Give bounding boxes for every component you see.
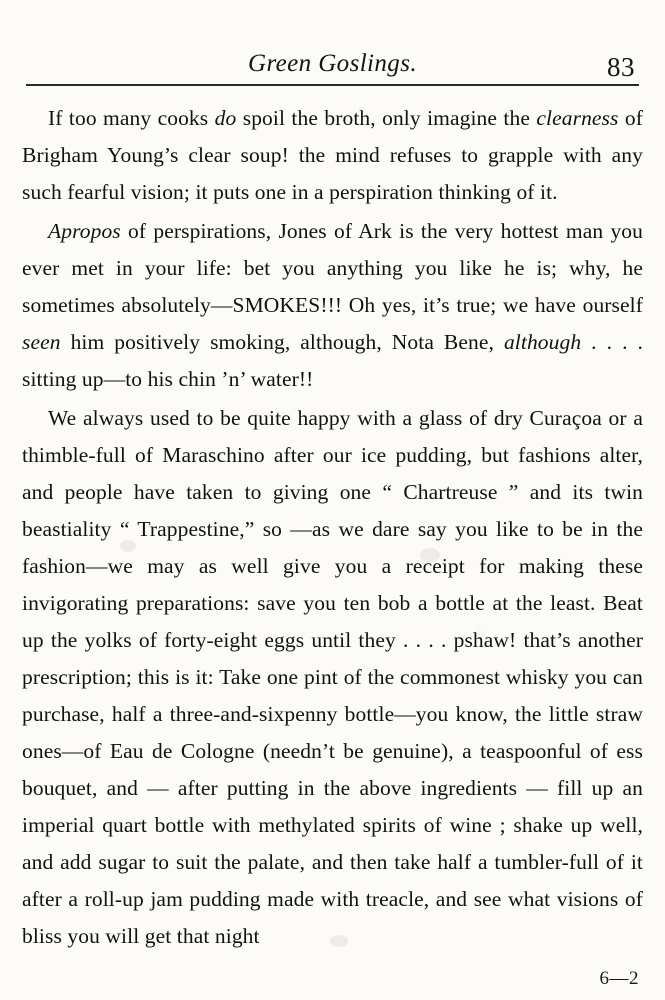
italic-run: clearness bbox=[536, 106, 619, 130]
running-title: Green Goslings. bbox=[248, 50, 417, 77]
italic-run: seen bbox=[22, 330, 61, 354]
page-header bbox=[22, 0, 643, 82]
signature-mark: 6—2 bbox=[599, 968, 639, 989]
text-run: of Brigham Young’s clear soup! the mind refuses to grapple with any such fearful vision; it puts one in a perspiration thinking of it. bbox=[22, 106, 643, 204]
italic-run: Apropos bbox=[48, 219, 121, 243]
text-run: spoil the broth, only imagine the bbox=[236, 106, 537, 130]
text-run: him positively smoking, although, Nota Bene, bbox=[60, 330, 504, 354]
text-run: If too many cooks bbox=[48, 106, 215, 130]
paragraph bbox=[22, 100, 643, 211]
text-run: . . . . sitting up—to his chin ’n’ water!! bbox=[22, 330, 643, 391]
page-number: 83 bbox=[607, 52, 635, 82]
header-rule bbox=[26, 84, 639, 86]
paragraph bbox=[22, 213, 643, 398]
italic-run: although bbox=[503, 330, 582, 354]
body-text bbox=[22, 100, 643, 955]
paragraph bbox=[22, 400, 643, 955]
text-run: of perspirations, Jones of Ark is the very hottest man you ever met in your life: bet you anything you like he is; why, he sometimes absolutely—SMOKES!!! Oh yes, it’s true; we have ourself bbox=[22, 219, 643, 317]
italic-run: do bbox=[214, 106, 237, 130]
text-run: We always used to be quite happy with a glass of dry Curaçoa or a thimble-full of Maraschino after our ice pudding, but fashions alter, and people have taken to giving one “ Chartreuse ” and its twin beastiality “ Trappestine,” so —as we dare say you like to be in the fashion—we may as well give you a receipt for making these invigorating preparations: save you ten bob a bottle at the least. Beat up the yolks of forty-eight eggs until they . . . . pshaw! that’s another prescription; this is it: Take one pint of the commonest whisky you can purchase, half a three-and-sixpenny bottle—you know, the little straw ones—of Eau de Cologne (needn’t be genuine), a teaspoonful of ess bouquet, and — after putting in the above ingredients — fill up an imperial quart bottle with methylated spirits of wine ; shake up well, and add sugar to suit the palate, and then take half a tumbler-full of it after a roll-up jam pudding made with treacle, and see what visions of bliss you will get that night bbox=[22, 406, 643, 948]
